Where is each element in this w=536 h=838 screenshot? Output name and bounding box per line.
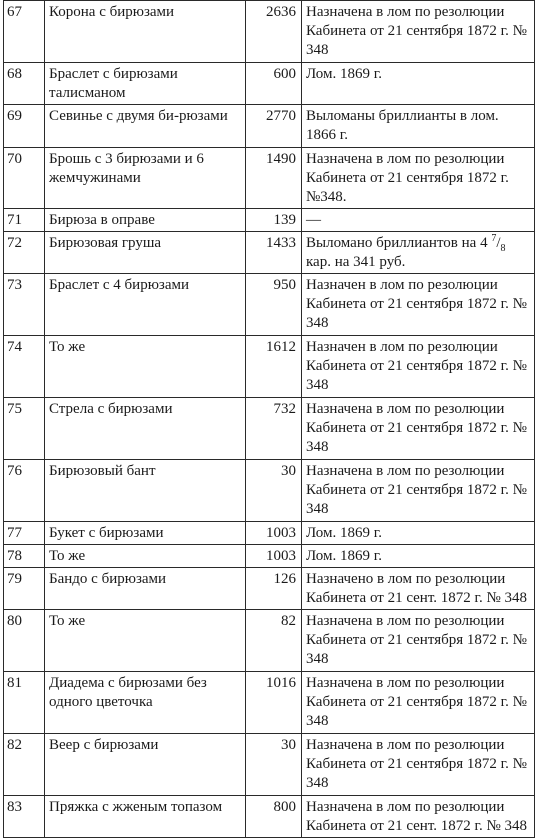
row-number: 81 bbox=[4, 672, 45, 734]
item-note: Назначена в лом по резолюции Кабинета от 21 сентября 1872 г. №348. bbox=[302, 148, 535, 209]
table-row bbox=[4, 63, 535, 105]
row-number: 77 bbox=[4, 522, 45, 545]
item-name: Севинье с двумя би-рюзами bbox=[45, 105, 246, 148]
row-number: 72 bbox=[4, 232, 45, 274]
item-note: Назначена в лом по резолюции Кабинета от 21 сентября 1872 г. № 348 bbox=[302, 398, 535, 460]
table-row bbox=[4, 610, 535, 672]
item-value: 82 bbox=[246, 610, 302, 672]
row-number: 67 bbox=[4, 1, 45, 63]
item-name: Пряжка с жженым топазом bbox=[45, 796, 246, 838]
row-number: 73 bbox=[4, 274, 45, 336]
item-note: Назначен в лом по резолюции Кабинета от 21 сентября 1872 г. № 348 bbox=[302, 274, 535, 336]
table-row bbox=[4, 460, 535, 522]
item-note: Назначена в лом по резолюции Кабинета от 21 сентября 1872 г. № 348 bbox=[302, 460, 535, 522]
item-note bbox=[302, 232, 535, 274]
table-row bbox=[4, 209, 535, 232]
row-number: 75 bbox=[4, 398, 45, 460]
item-note: Назначено в лом по резолюции Кабинета от 21 сент. 1872 г. № 348 bbox=[302, 568, 535, 610]
item-name: Брошь с 3 бирюзами и 6 жемчужинами bbox=[45, 148, 246, 209]
table-row bbox=[4, 1, 535, 63]
table-row bbox=[4, 398, 535, 460]
item-note: Выломаны бриллианты в лом. 1866 г. bbox=[302, 105, 535, 148]
item-note: Лом. 1869 г. bbox=[302, 522, 535, 545]
item-note: — bbox=[302, 209, 535, 232]
table-row bbox=[4, 232, 535, 274]
item-name: Бандо с бирюзами bbox=[45, 568, 246, 610]
item-value: 1003 bbox=[246, 522, 302, 545]
row-number: 76 bbox=[4, 460, 45, 522]
item-name: То же bbox=[45, 545, 246, 568]
item-note: Лом. 1869 г. bbox=[302, 63, 535, 105]
row-number: 68 bbox=[4, 63, 45, 105]
row-number: 70 bbox=[4, 148, 45, 209]
item-value: 30 bbox=[246, 734, 302, 796]
table-row bbox=[4, 522, 535, 545]
item-value: 600 bbox=[246, 63, 302, 105]
item-value: 800 bbox=[246, 796, 302, 838]
table-row bbox=[4, 568, 535, 610]
inventory-table bbox=[3, 0, 535, 838]
item-name: Корона с бирюзами bbox=[45, 1, 246, 63]
item-name: Диадема с бирюзами без одного цветочка bbox=[45, 672, 246, 734]
item-value: 950 bbox=[246, 274, 302, 336]
table-row bbox=[4, 148, 535, 209]
note-text: Выломано бриллиантов на 4 bbox=[306, 235, 492, 251]
item-value: 732 bbox=[246, 398, 302, 460]
table-row bbox=[4, 796, 535, 838]
note-text: кар. на 341 руб. bbox=[306, 254, 406, 270]
row-number: 83 bbox=[4, 796, 45, 838]
item-value: 126 bbox=[246, 568, 302, 610]
row-number: 78 bbox=[4, 545, 45, 568]
item-value: 1016 bbox=[246, 672, 302, 734]
item-note: Назначен в лом по резолюции Кабинета от 21 сентября 1872 г. № 348 bbox=[302, 336, 535, 398]
item-note: Назначена в лом по резолюции Кабинета от 21 сентября 1872 г. № 348 bbox=[302, 1, 535, 63]
item-value: 1612 bbox=[246, 336, 302, 398]
item-name: Бирюзовая груша bbox=[45, 232, 246, 274]
table-row bbox=[4, 336, 535, 398]
fraction-denominator: 8 bbox=[500, 243, 506, 254]
item-name: Браслет с 4 бирюзами bbox=[45, 274, 246, 336]
table-row bbox=[4, 274, 535, 336]
table-row bbox=[4, 105, 535, 148]
item-note: Назначена в лом по резолюции Кабинета от 21 сентября 1872 г. № 348 bbox=[302, 672, 535, 734]
item-name: То же bbox=[45, 336, 246, 398]
table-row bbox=[4, 734, 535, 796]
item-note: Назначена в лом по резолюции Кабинета от 21 сентября 1872 г. № 348 bbox=[302, 610, 535, 672]
item-name: Бирюзовый бант bbox=[45, 460, 246, 522]
item-value: 1490 bbox=[246, 148, 302, 209]
row-number: 69 bbox=[4, 105, 45, 148]
row-number: 80 bbox=[4, 610, 45, 672]
item-value: 2770 bbox=[246, 105, 302, 148]
row-number: 79 bbox=[4, 568, 45, 610]
item-value: 30 bbox=[246, 460, 302, 522]
item-name: Браслет с бирюзами талисманом bbox=[45, 63, 246, 105]
item-name: Бирюза в оправе bbox=[45, 209, 246, 232]
item-name: Веер с бирюзами bbox=[45, 734, 246, 796]
row-number: 71 bbox=[4, 209, 45, 232]
fraction-slash: / bbox=[496, 235, 501, 251]
item-note: Назначена в лом по резолюции Кабинета от 21 сентября 1872 г. № 348 bbox=[302, 734, 535, 796]
row-number: 74 bbox=[4, 336, 45, 398]
item-value: 139 bbox=[246, 209, 302, 232]
row-number: 82 bbox=[4, 734, 45, 796]
item-value: 1433 bbox=[246, 232, 302, 274]
table-row bbox=[4, 545, 535, 568]
item-name: Букет с бирюзами bbox=[45, 522, 246, 545]
table-row bbox=[4, 672, 535, 734]
item-value: 2636 bbox=[246, 1, 302, 63]
fraction-numerator: 7 bbox=[491, 233, 497, 244]
item-note: Лом. 1869 г. bbox=[302, 545, 535, 568]
item-note: Назначена в лом по резолюции Кабинета от 21 сент. 1872 г. № 348 bbox=[302, 796, 535, 838]
item-name: То же bbox=[45, 610, 246, 672]
item-name: Стрела с бирюзами bbox=[45, 398, 246, 460]
item-value: 1003 bbox=[246, 545, 302, 568]
